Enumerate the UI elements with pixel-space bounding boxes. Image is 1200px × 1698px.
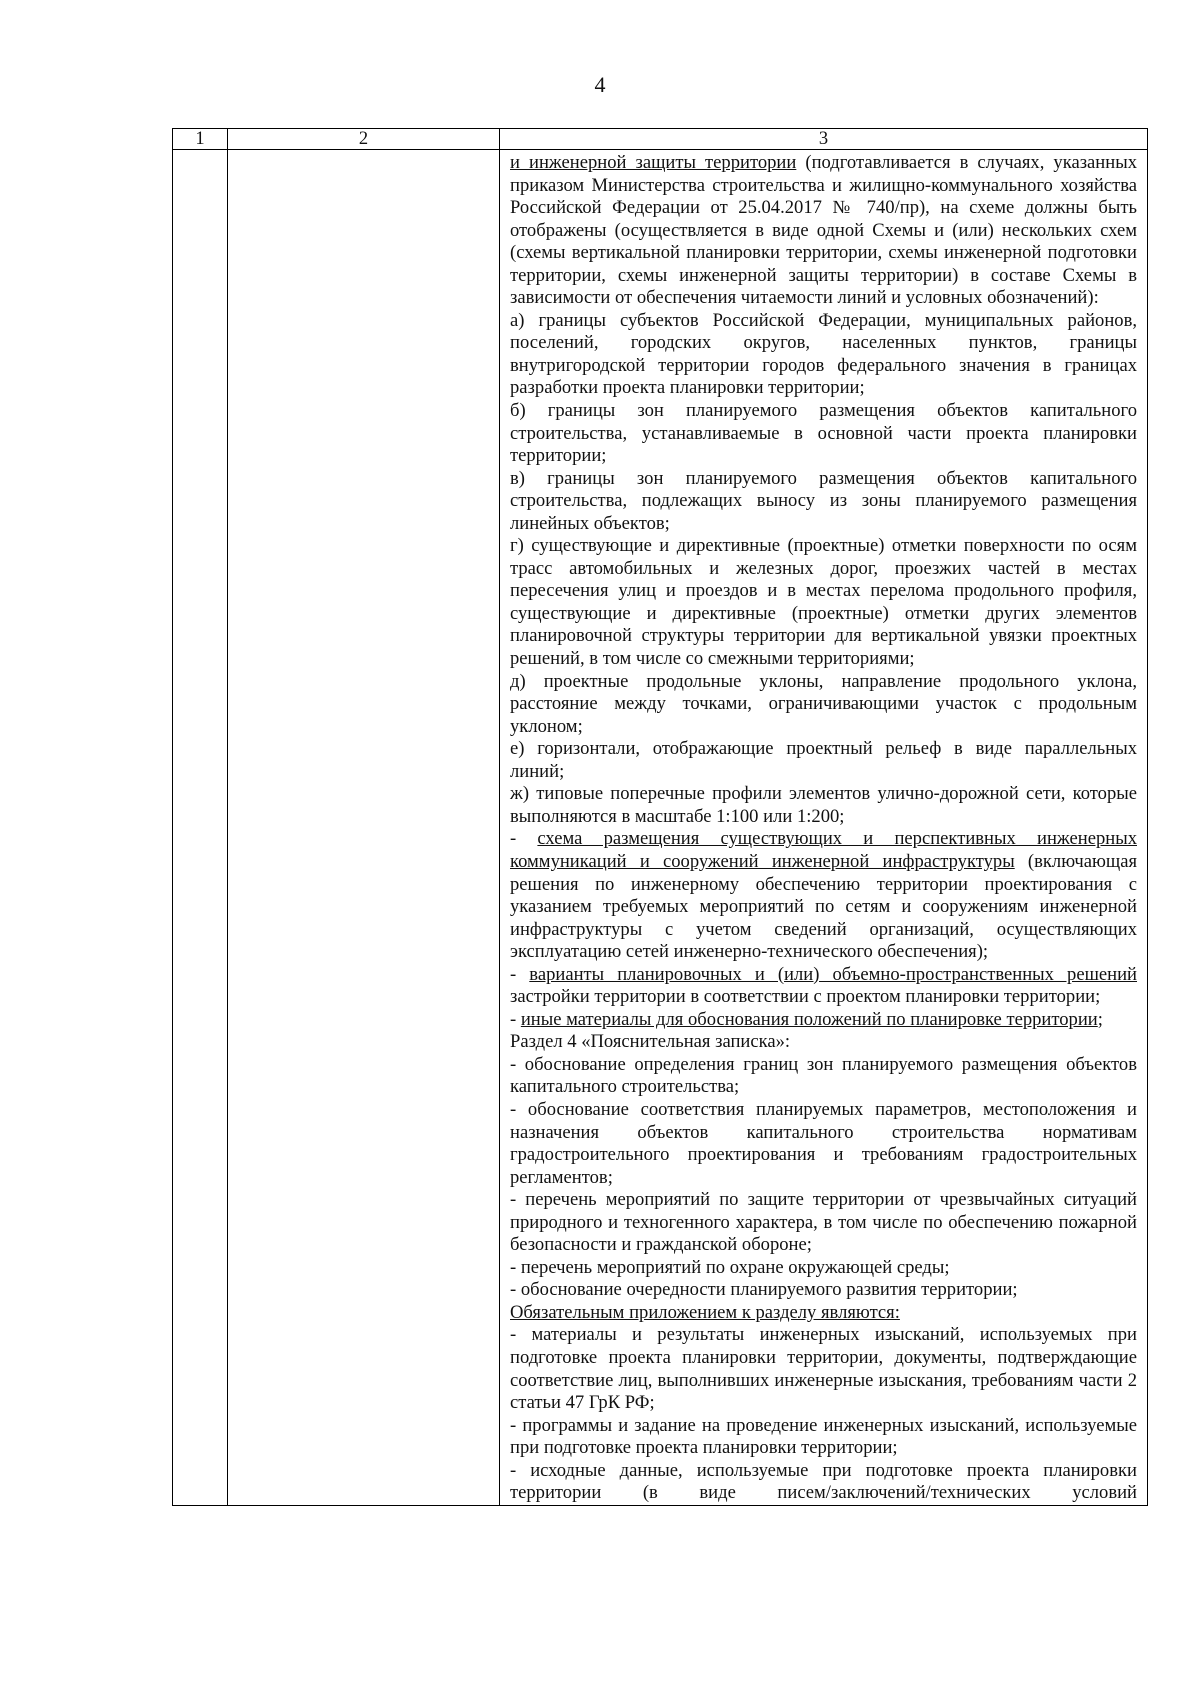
paragraph-text: - обоснование определения границ зон планируемого размещения объектов капитального строительства;: [510, 1053, 1137, 1098]
paragraph: [510, 152, 1137, 310]
paragraph-text: застройки территории в соответствии с проектом планировки территории;: [510, 986, 1101, 1008]
paragraph-text: - обоснование очередности планируемого развития территории;: [510, 1279, 1018, 1301]
paragraph: [510, 783, 1137, 828]
paragraph: [510, 671, 1137, 739]
underlined-heading: Обязательным приложением к разделу являются:: [510, 1301, 900, 1323]
paragraph: [510, 1009, 1137, 1032]
paragraph-text: ж) типовые поперечные профили элементов улично-дорожной сети, которые выполняются в масштабе 1:100 или 1:200;: [510, 783, 1137, 827]
paragraph-text: е) горизонтали, отображающие проектный рельеф в виде параллельных линий;: [510, 738, 1137, 782]
paragraph-text: - перечень мероприятий по охране окружающей среды;: [510, 1256, 950, 1278]
paragraph: [510, 1302, 1137, 1325]
paragraph: [510, 1189, 1137, 1257]
paragraph-text: (включающая решения по инженерному обеспечению территории проектирования с указанием требуемых мероприятий по сетям и сооружениям инженерной инфраструктуры с учетом сведений организаций, осуществляющих эксплуатацию сетей инженерно-технического обеспечения);: [510, 850, 1138, 963]
paragraph-text: Раздел 4 «Пояснительная записка»:: [510, 1031, 791, 1053]
paragraph-text: ;: [1097, 1008, 1103, 1030]
page-number: 4: [594, 72, 606, 97]
table-header-row: [173, 129, 1148, 150]
paragraph: [510, 828, 1137, 963]
paragraph-text: г) существующие и директивные (проектные) отметки поверхности по осям трасс автомобильных и железных дорог, проезжих частей в местах пересечения улиц и проездов и в местах перелома продольного профиля, существующие и директивные (проектные) отметки других элементов планировочной структуры территории для вертикальной увязки проектных решений, в том числе со смежными территориями;: [510, 535, 1137, 670]
list-dash: -: [510, 1008, 521, 1030]
paragraph-text: д) проектные продольные уклоны, направление продольного уклона, расстояние между точками, ограничивающими участок с продольным уклоном;: [510, 670, 1137, 737]
paragraph: [510, 1257, 1137, 1280]
list-dash: -: [510, 963, 530, 985]
requirements-table: [172, 128, 1148, 1506]
paragraph-text: - перечень мероприятий по защите территории от чрезвычайных ситуаций природного и техногенного характера, в том числе по обеспечению пожарной безопасности и гражданской обороне;: [510, 1189, 1137, 1256]
paragraph-text: (подготавливается в случаях, указанных приказом Министерства строительства и жилищно-коммунального хозяйства Российской Федерации от 25.04.2017 № 740/пр), на схеме должны быть отображены (осуществляется в виде одной Схемы и (или) нескольких схем (схемы вертикальной планировки территории, схемы инженерной подготовки территории, схемы инженерной защиты территории) в составе Схемы в зависимости от обеспечения читаемости линий и условных обозначений):: [510, 152, 1137, 309]
underlined-heading: и инженерной защиты территории: [510, 152, 797, 173]
paragraph: [510, 738, 1137, 783]
list-dash: -: [510, 828, 538, 850]
underlined-heading: иные материалы для обоснования положений по планировке территории: [520, 1008, 1098, 1030]
cell-col-1: [173, 150, 228, 1506]
paragraph-text: б) границы зон планируемого размещения объектов капитального строительства, устанавливаемые в основной части проекта планировки территории;: [510, 400, 1137, 467]
paragraph: [510, 310, 1137, 400]
paragraph-text: - материалы и результаты инженерных изысканий, используемых при подготовке проекта планировки территории, документы, подтверждающие соответствие лиц, выполнивших инженерные изыскания, требованиям части 2 статьи 47 ГрК РФ;: [510, 1324, 1137, 1414]
paragraph: [510, 1099, 1137, 1189]
paragraph-text: - обоснование соответствия планируемых параметров, местоположения и назначения объектов капитального строительства нормативам градостроительного проектирования и требованиям градостроительных регламентов;: [510, 1098, 1137, 1188]
underlined-heading: варианты планировочных и (или) объемно-пространственных решений: [529, 963, 1138, 985]
cell-col-2: [228, 150, 500, 1506]
header-col-1: 1: [173, 129, 228, 150]
paragraph: [510, 1324, 1137, 1414]
paragraph: [510, 535, 1137, 670]
header-col-3: 3: [500, 129, 1148, 150]
paragraph-text: а) границы субъектов Российской Федерации, муниципальных районов, поселений, городских округов, населенных пунктов, границы внутригородской территории городов федерального значения в границах разработки проекта планировки территории;: [510, 309, 1137, 399]
paragraph: [510, 468, 1137, 536]
cell-col-3-text: [500, 150, 1148, 1506]
paragraph: [510, 1460, 1137, 1505]
underlined-heading: схема размещения существующих и перспективных инженерных коммуникаций и сооружений инженерной инфраструктуры: [510, 828, 1137, 872]
table-row: [173, 150, 1148, 1506]
paragraph-text: в) границы зон планируемого размещения объектов капитального строительства, подлежащих выносу из зоны планируемого размещения линейных объектов;: [510, 467, 1137, 534]
paragraph: [510, 964, 1137, 1009]
paragraph: [510, 1031, 1137, 1054]
paragraph: [510, 1054, 1137, 1099]
header-col-2: 2: [228, 129, 500, 150]
paragraph-text: - программы и задание на проведение инженерных изысканий, используемые при подготовке проекта планировки территории;: [510, 1414, 1137, 1459]
paragraph: [510, 400, 1137, 468]
paragraph: [510, 1415, 1137, 1460]
paragraph-text: - исходные данные, используемые при подготовке проекта планировки территории (в виде писем/заключений/технических условий: [510, 1459, 1137, 1504]
paragraph: [510, 1279, 1137, 1302]
